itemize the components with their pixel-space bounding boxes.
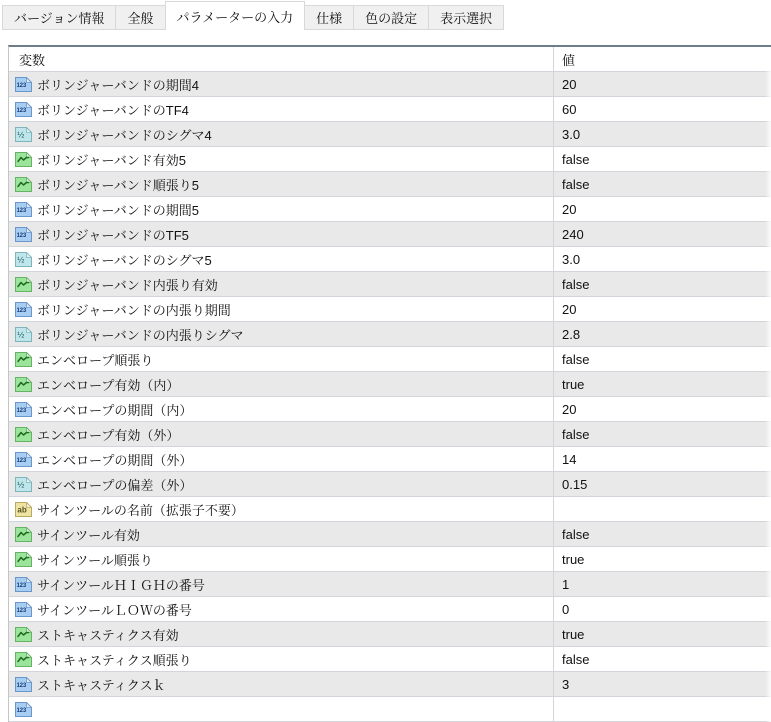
fraction-icon — [15, 127, 32, 142]
table-row-partial[interactable] — [9, 697, 771, 722]
table-row[interactable] — [9, 172, 771, 197]
variable-name: ストキャスティクス有効 — [37, 627, 179, 643]
variable-cell — [9, 297, 553, 321]
table-row[interactable] — [9, 72, 771, 97]
variable-name: エンベロープ有効（内） — [37, 377, 180, 393]
chart-icon — [15, 427, 32, 442]
value-cell[interactable] — [553, 297, 771, 321]
value-text: 20 — [562, 201, 577, 217]
value-text: 240 — [562, 226, 584, 242]
tab-4[interactable] — [353, 5, 429, 30]
variable-name: サインツールＬＯＷの番号 — [37, 602, 192, 618]
variable-name: エンベロープ有効（外） — [37, 427, 180, 443]
value-cell[interactable] — [553, 347, 771, 371]
value-cell[interactable] — [553, 622, 771, 646]
table-row[interactable] — [9, 622, 771, 647]
chart-icon — [15, 527, 32, 542]
variable-name: ストキャスティクスｋ — [37, 677, 166, 693]
variable-name: ボリンジャーバンドの期間5 — [37, 202, 199, 218]
variable-name: ボリンジャーバンドの内張りシグマ — [37, 327, 244, 343]
value-cell[interactable] — [553, 372, 771, 396]
svg-text:½: ½ — [17, 479, 25, 490]
value-text: 3 — [562, 676, 570, 692]
variable-cell — [9, 572, 553, 596]
tab-0[interactable] — [2, 5, 116, 30]
tab-3[interactable] — [304, 5, 354, 30]
tab-label: パラメーターの入力 — [176, 9, 294, 25]
table-row[interactable] — [9, 422, 771, 447]
variable-cell — [9, 647, 553, 671]
table-row[interactable] — [9, 297, 771, 322]
value-text: false — [562, 526, 590, 542]
table-row[interactable] — [9, 97, 771, 122]
value-cell[interactable] — [553, 222, 771, 246]
value-cell[interactable] — [553, 72, 771, 96]
variable-name: サインツールの名前（拡張子不要） — [37, 502, 244, 518]
value-text: 14 — [562, 451, 577, 467]
value-text: false — [562, 351, 590, 367]
variable-cell — [9, 147, 553, 171]
variable-name: エンベロープ順張り — [37, 352, 154, 368]
chart-icon — [15, 152, 32, 167]
variable-name: ボリンジャーバンドのTF4 — [37, 102, 189, 118]
variable-cell — [9, 122, 553, 146]
table-row[interactable] — [9, 547, 771, 572]
number-icon — [15, 102, 32, 117]
svg-text:½: ½ — [17, 129, 25, 140]
value-cell[interactable] — [553, 97, 771, 121]
value-cell[interactable] — [553, 497, 771, 521]
number-icon — [15, 302, 32, 317]
tab-5[interactable] — [428, 5, 504, 30]
value-text: 3.0 — [562, 251, 581, 267]
table-row[interactable] — [9, 197, 771, 222]
fraction-icon — [15, 327, 32, 342]
svg-text:123: 123 — [16, 306, 27, 314]
chart-icon — [15, 627, 32, 642]
variable-cell — [9, 472, 553, 496]
tab-parameters[interactable] — [165, 1, 306, 30]
value-cell[interactable] — [553, 572, 771, 596]
table-row[interactable] — [9, 322, 771, 347]
variable-cell — [9, 697, 553, 721]
number-icon — [15, 577, 32, 592]
table-row[interactable] — [9, 247, 771, 272]
chart-icon — [15, 377, 32, 392]
variable-name: エンベロープの期間（内） — [37, 402, 193, 418]
tab-1[interactable] — [115, 5, 165, 30]
value-text: 20 — [562, 401, 577, 417]
variable-name: サインツールＨＩＧＨの番号 — [37, 577, 205, 593]
value-text: 1 — [562, 576, 570, 592]
table-row[interactable] — [9, 397, 771, 422]
value-cell[interactable] — [553, 122, 771, 146]
variable-name: ボリンジャーバンドのTF5 — [37, 227, 189, 243]
svg-text:123: 123 — [16, 581, 27, 589]
variable-cell — [9, 372, 553, 396]
number-icon — [15, 702, 32, 717]
value-cell[interactable] — [553, 147, 771, 171]
text-icon — [15, 502, 32, 517]
variable-name: ボリンジャーバンドのシグマ5 — [37, 252, 212, 268]
value-cell[interactable] — [553, 547, 771, 571]
variable-name: サインツール有効 — [37, 527, 140, 543]
variable-cell — [9, 172, 553, 196]
svg-text:123: 123 — [16, 406, 27, 414]
number-icon — [15, 602, 32, 617]
variable-name: ストキャスティクス順張り — [37, 652, 192, 668]
variable-cell — [9, 322, 553, 346]
tab-label: バージョン情報 — [14, 11, 105, 26]
value-cell[interactable] — [553, 647, 771, 671]
variable-cell — [9, 272, 553, 296]
table-row[interactable] — [9, 472, 771, 497]
variable-cell — [9, 522, 553, 546]
value-text: false — [562, 651, 590, 667]
parameter-table — [8, 45, 771, 722]
svg-text:123: 123 — [16, 231, 27, 239]
variable-cell — [9, 447, 553, 471]
fraction-icon — [15, 252, 32, 267]
variable-cell — [9, 72, 553, 96]
variable-cell — [9, 497, 553, 521]
variable-name: ボリンジャーバンド内張り有効 — [37, 277, 218, 293]
chart-icon — [15, 652, 32, 667]
value-cell[interactable] — [553, 522, 771, 546]
table-row[interactable] — [9, 522, 771, 547]
svg-text:123: 123 — [16, 606, 27, 614]
tab-label: 色の設定 — [365, 11, 418, 26]
variable-name: ボリンジャーバンド有効5 — [37, 152, 186, 168]
svg-text:123: 123 — [16, 706, 27, 714]
table-row[interactable] — [9, 572, 771, 597]
svg-text:123: 123 — [16, 81, 27, 89]
number-icon — [15, 402, 32, 417]
value-text: false — [562, 276, 590, 292]
variable-cell — [9, 222, 553, 246]
table-row[interactable] — [9, 122, 771, 147]
value-text: false — [562, 176, 590, 192]
variable-cell — [9, 247, 553, 271]
svg-text:½: ½ — [17, 329, 25, 340]
column-header-variable — [9, 47, 553, 71]
chart-icon — [15, 277, 32, 292]
number-icon — [15, 227, 32, 242]
variable-cell — [9, 597, 553, 621]
table-row[interactable] — [9, 672, 771, 697]
number-icon — [15, 677, 32, 692]
table-row[interactable] — [9, 372, 771, 397]
value-text: 3.0 — [562, 126, 581, 142]
value-cell[interactable] — [553, 447, 771, 471]
value-text: 60 — [562, 101, 577, 117]
value-cell[interactable] — [553, 472, 771, 496]
variable-cell — [9, 672, 553, 696]
variable-name: ボリンジャーバンドの内張り期間 — [37, 302, 231, 318]
table-row[interactable] — [9, 272, 771, 297]
value-cell[interactable] — [553, 672, 771, 696]
variable-cell — [9, 397, 553, 421]
value-text: 20 — [562, 76, 577, 92]
svg-text:½: ½ — [17, 254, 25, 265]
value-cell[interactable] — [553, 172, 771, 196]
value-text: 2.8 — [562, 326, 581, 342]
number-icon — [15, 77, 32, 92]
tab-bar — [0, 0, 771, 30]
value-text: true — [562, 551, 585, 567]
value-text: false — [562, 426, 590, 442]
value-cell[interactable] — [553, 272, 771, 296]
table-row[interactable] — [9, 497, 771, 522]
svg-text:ab: ab — [17, 505, 27, 515]
value-text: false — [562, 151, 590, 167]
chart-icon — [15, 352, 32, 367]
svg-text:123: 123 — [16, 456, 27, 464]
value-cell[interactable] — [553, 247, 771, 271]
table-header-row — [9, 47, 771, 72]
column-header-variable-label: 変数 — [19, 52, 46, 68]
table-row[interactable] — [9, 597, 771, 622]
svg-text:123: 123 — [16, 206, 27, 214]
value-text: 0.15 — [562, 476, 588, 492]
variable-name: エンベロープの期間（外） — [37, 452, 193, 468]
table-row[interactable] — [9, 147, 771, 172]
table-row[interactable] — [9, 447, 771, 472]
column-header-value-label: 値 — [562, 52, 576, 68]
variable-cell — [9, 347, 553, 371]
chart-icon — [15, 552, 32, 567]
variable-cell — [9, 422, 553, 446]
value-cell[interactable] — [553, 197, 771, 221]
tab-label: 全般 — [127, 11, 154, 26]
variable-cell — [9, 622, 553, 646]
variable-name: サインツール順張り — [37, 552, 153, 568]
table-row[interactable] — [9, 222, 771, 247]
variable-cell — [9, 197, 553, 221]
svg-text:123: 123 — [16, 106, 27, 114]
value-cell[interactable] — [553, 697, 771, 721]
variable-cell — [9, 547, 553, 571]
value-text: 20 — [562, 301, 577, 317]
svg-text:123: 123 — [16, 681, 27, 689]
variable-cell — [9, 97, 553, 121]
value-text: true — [562, 626, 585, 642]
value-cell[interactable] — [553, 322, 771, 346]
chart-icon — [15, 177, 32, 192]
variable-name: ボリンジャーバンド順張り5 — [37, 177, 199, 193]
value-text: 0 — [562, 601, 570, 617]
number-icon — [15, 202, 32, 217]
tab-label: 表示選択 — [440, 11, 493, 26]
fraction-icon — [15, 477, 32, 492]
table-row[interactable] — [9, 347, 771, 372]
variable-name: エンベロープの偏差（外） — [37, 477, 193, 493]
column-header-value — [553, 47, 771, 71]
tab-label: 仕様 — [316, 11, 343, 26]
variable-name: ボリンジャーバンドのシグマ4 — [37, 127, 212, 143]
value-cell[interactable] — [553, 397, 771, 421]
variable-name: ボリンジャーバンドの期間4 — [37, 77, 199, 93]
value-text: true — [562, 376, 585, 392]
number-icon — [15, 452, 32, 467]
table-row[interactable] — [9, 647, 771, 672]
value-cell[interactable] — [553, 422, 771, 446]
value-cell[interactable] — [553, 597, 771, 621]
